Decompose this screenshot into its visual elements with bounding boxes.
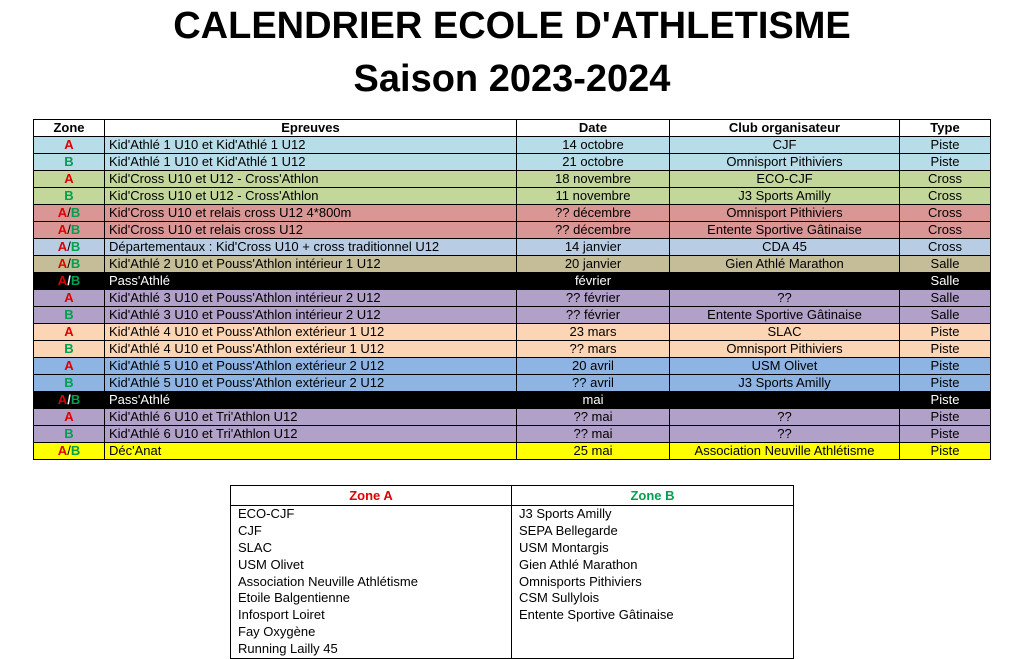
- date-cell: ?? mars: [517, 341, 670, 358]
- date-cell: ?? décembre: [517, 205, 670, 222]
- zone-a-marker: A: [57, 392, 68, 407]
- type-cell: Piste: [900, 426, 991, 443]
- epreuve-cell: Kid'Athlé 1 U10 et Kid'Athlé 1 U12: [105, 154, 517, 171]
- epreuve-cell: Kid'Athlé 3 U10 et Pouss'Athlon intérieur 2 U12: [105, 307, 517, 324]
- type-cell: Cross: [900, 239, 991, 256]
- zone-separator: /: [67, 239, 71, 254]
- zone-a-marker: A: [57, 205, 68, 220]
- type-cell: Cross: [900, 171, 991, 188]
- calendar-row: [34, 171, 991, 188]
- zone-cell: [34, 358, 105, 375]
- zones-table: [230, 485, 794, 659]
- zone-a-club: SLAC: [238, 539, 272, 555]
- club-cell: Entente Sportive Gâtinaise: [670, 307, 900, 324]
- club-cell: [670, 392, 900, 409]
- type-cell: Cross: [900, 205, 991, 222]
- type-cell: Salle: [900, 256, 991, 273]
- date-cell: 21 octobre: [517, 154, 670, 171]
- zone-a-marker: A: [64, 137, 74, 152]
- date-cell: ?? février: [517, 307, 670, 324]
- zone-b-club: Omnisports Pithiviers: [519, 573, 642, 589]
- zone-b-marker: B: [70, 443, 81, 458]
- zone-cell: [34, 426, 105, 443]
- epreuve-cell: Kid'Athlé 5 U10 et Pouss'Athlon extérieur 2 U12: [105, 358, 517, 375]
- epreuve-cell: Kid'Athlé 5 U10 et Pouss'Athlon extérieur 2 U12: [105, 375, 517, 392]
- zone-a-club: Association Neuville Athlétisme: [238, 573, 418, 589]
- zone-a-marker: A: [64, 324, 74, 339]
- calendar-row: [34, 341, 991, 358]
- page-title: CALENDRIER ECOLE D'ATHLETISME: [173, 5, 851, 47]
- calendar-row: [34, 358, 991, 375]
- club-cell: Gien Athlé Marathon: [670, 256, 900, 273]
- zone-cell: [34, 443, 105, 460]
- type-cell: Piste: [900, 341, 991, 358]
- date-cell: mai: [517, 392, 670, 409]
- zone-b-club: CSM Sullylois: [519, 590, 600, 606]
- date-cell: février: [517, 273, 670, 290]
- zone-b-marker: B: [64, 188, 74, 203]
- zone-a-club: Infosport Loiret: [238, 607, 325, 623]
- zone-cell: [34, 290, 105, 307]
- club-cell: Omnisport Pithiviers: [670, 341, 900, 358]
- calendar-row: [34, 256, 991, 273]
- zone-b-club-list: [512, 506, 794, 659]
- zone-separator: /: [67, 273, 71, 288]
- zone-a-marker: A: [57, 443, 68, 458]
- epreuve-cell: Kid'Cross U10 et relais cross U12 4*800m: [105, 205, 517, 222]
- epreuve-cell: Kid'Athlé 6 U10 et Tri'Athlon U12: [105, 426, 517, 443]
- epreuve-cell: Pass'Athlé: [105, 392, 517, 409]
- calendar-row: [34, 222, 991, 239]
- type-cell: Piste: [900, 154, 991, 171]
- calendar-row: [34, 392, 991, 409]
- calendar-body: [34, 137, 991, 460]
- epreuve-cell: Kid'Cross U10 et U12 - Cross'Athlon: [105, 188, 517, 205]
- zone-b-marker: B: [70, 222, 81, 237]
- date-cell: 23 mars: [517, 324, 670, 341]
- zone-separator: /: [67, 205, 71, 220]
- epreuve-cell: Kid'Athlé 1 U10 et Kid'Athlé 1 U12: [105, 137, 517, 154]
- calendar-header-row: [34, 120, 991, 137]
- zone-b-club: USM Montargis: [519, 539, 609, 555]
- zone-b-marker: B: [70, 239, 81, 254]
- type-cell: Piste: [900, 324, 991, 341]
- header-club: Club organisateur: [670, 120, 900, 137]
- zone-a-club: Running Lailly 45: [238, 641, 338, 657]
- date-cell: 14 octobre: [517, 137, 670, 154]
- date-cell: ?? mai: [517, 409, 670, 426]
- type-cell: Salle: [900, 290, 991, 307]
- type-cell: Piste: [900, 392, 991, 409]
- header-date: Date: [517, 120, 670, 137]
- zone-cell: [34, 171, 105, 188]
- zone-b-club: Entente Sportive Gâtinaise: [519, 607, 674, 623]
- zone-b-marker: B: [70, 392, 81, 407]
- zone-b-marker: B: [70, 273, 81, 288]
- club-cell: Association Neuville Athlétisme: [670, 443, 900, 460]
- club-cell: ??: [670, 409, 900, 426]
- zone-cell: [34, 341, 105, 358]
- zone-a-club: Fay Oxygène: [238, 624, 316, 640]
- type-cell: Piste: [900, 375, 991, 392]
- calendar-table: [33, 119, 991, 460]
- calendar-row: [34, 154, 991, 171]
- club-cell: USM Olivet: [670, 358, 900, 375]
- calendar-row: [34, 205, 991, 222]
- zone-cell: [34, 409, 105, 426]
- zone-cell: [34, 154, 105, 171]
- calendar-row: [34, 375, 991, 392]
- type-cell: Piste: [900, 358, 991, 375]
- club-cell: Omnisport Pithiviers: [670, 205, 900, 222]
- type-cell: Cross: [900, 222, 991, 239]
- date-cell: 20 avril: [517, 358, 670, 375]
- club-cell: J3 Sports Amilly: [670, 375, 900, 392]
- zone-a-marker: A: [64, 290, 74, 305]
- zone-a-title: Zone A: [231, 486, 512, 506]
- zone-b-club: SEPA Bellegarde: [519, 522, 618, 538]
- zone-cell: [34, 205, 105, 222]
- epreuve-cell: Kid'Athlé 4 U10 et Pouss'Athlon extérieur 1 U12: [105, 341, 517, 358]
- zone-a-marker: A: [64, 171, 74, 186]
- date-cell: ?? février: [517, 290, 670, 307]
- calendar-row: [34, 188, 991, 205]
- date-cell: 14 janvier: [517, 239, 670, 256]
- type-cell: Cross: [900, 188, 991, 205]
- zone-a-marker: A: [57, 222, 68, 237]
- zone-b-marker: B: [64, 307, 74, 322]
- calendar-row: [34, 137, 991, 154]
- club-cell: Omnisport Pithiviers: [670, 154, 900, 171]
- zone-b-title: Zone B: [512, 486, 794, 506]
- epreuve-cell: Pass'Athlé: [105, 273, 517, 290]
- header-epreuves: Epreuves: [105, 120, 517, 137]
- epreuve-cell: Kid'Athlé 6 U10 et Tri'Athlon U12: [105, 409, 517, 426]
- season-subtitle: Saison 2023-2024: [353, 58, 671, 100]
- zone-separator: /: [67, 392, 71, 407]
- zone-b-marker: B: [70, 256, 81, 271]
- epreuve-cell: Départementaux : Kid'Cross U10 + cross traditionnel U12: [105, 239, 517, 256]
- club-cell: CDA 45: [670, 239, 900, 256]
- zone-cell: [34, 375, 105, 392]
- club-cell: ECO-CJF: [670, 171, 900, 188]
- zone-cell: [34, 256, 105, 273]
- zone-cell: [34, 392, 105, 409]
- zone-b-club: Gien Athlé Marathon: [519, 556, 638, 572]
- club-cell: CJF: [670, 137, 900, 154]
- date-cell: ?? mai: [517, 426, 670, 443]
- club-cell: ??: [670, 290, 900, 307]
- zones-header-row: [231, 486, 794, 506]
- zone-a-club: ECO-CJF: [238, 506, 295, 521]
- zone-b-marker: B: [64, 426, 74, 441]
- club-cell: J3 Sports Amilly: [670, 188, 900, 205]
- epreuve-cell: Kid'Athlé 4 U10 et Pouss'Athlon extérieur 1 U12: [105, 324, 517, 341]
- date-cell: 25 mai: [517, 443, 670, 460]
- zone-b-marker: B: [64, 341, 74, 356]
- zone-cell: [34, 273, 105, 290]
- date-cell: 18 novembre: [517, 171, 670, 188]
- zone-a-club: USM Olivet: [238, 556, 304, 572]
- club-cell: [670, 273, 900, 290]
- type-cell: Salle: [900, 273, 991, 290]
- zone-separator: /: [67, 222, 71, 237]
- epreuve-cell: Kid'Cross U10 et U12 - Cross'Athlon: [105, 171, 517, 188]
- type-cell: Salle: [900, 307, 991, 324]
- calendar-row: [34, 426, 991, 443]
- zone-cell: [34, 137, 105, 154]
- date-cell: ?? décembre: [517, 222, 670, 239]
- type-cell: Piste: [900, 409, 991, 426]
- club-cell: Entente Sportive Gâtinaise: [670, 222, 900, 239]
- epreuve-cell: Kid'Athlé 3 U10 et Pouss'Athlon intérieur 2 U12: [105, 290, 517, 307]
- epreuve-cell: Kid'Athlé 2 U10 et Pouss'Athlon intérieur 1 U12: [105, 256, 517, 273]
- calendar-row: [34, 290, 991, 307]
- calendar-row: [34, 324, 991, 341]
- zone-cell: [34, 324, 105, 341]
- type-cell: Piste: [900, 443, 991, 460]
- date-cell: 20 janvier: [517, 256, 670, 273]
- zone-cell: [34, 188, 105, 205]
- type-cell: Piste: [900, 137, 991, 154]
- zone-cell: [34, 307, 105, 324]
- epreuve-cell: Déc'Anat: [105, 443, 517, 460]
- zone-a-club: Etoile Balgentienne: [238, 590, 351, 606]
- header-zone: Zone: [34, 120, 105, 137]
- zone-a-marker: A: [64, 409, 74, 424]
- zone-b-marker: B: [64, 375, 74, 390]
- calendar-row: [34, 273, 991, 290]
- zone-b-club: J3 Sports Amilly: [519, 506, 612, 521]
- club-cell: ??: [670, 426, 900, 443]
- zone-a-marker: A: [57, 239, 68, 254]
- zone-a-club: CJF: [238, 522, 262, 538]
- zone-b-marker: B: [64, 154, 74, 169]
- zone-cell: [34, 239, 105, 256]
- zone-cell: [34, 222, 105, 239]
- calendar-row: [34, 307, 991, 324]
- zone-a-marker: A: [57, 256, 68, 271]
- calendar-row: [34, 239, 991, 256]
- zone-separator: /: [67, 256, 71, 271]
- header-type: Type: [900, 120, 991, 137]
- date-cell: ?? avril: [517, 375, 670, 392]
- calendar-row: [34, 409, 991, 426]
- club-cell: SLAC: [670, 324, 900, 341]
- zone-a-marker: A: [57, 273, 68, 288]
- epreuve-cell: Kid'Cross U10 et relais cross U12: [105, 222, 517, 239]
- date-cell: 11 novembre: [517, 188, 670, 205]
- calendar-row: [34, 443, 991, 460]
- zone-a-marker: A: [64, 358, 74, 373]
- zone-a-club-list: [231, 506, 512, 659]
- zone-b-marker: B: [70, 205, 81, 220]
- zone-separator: /: [67, 443, 71, 458]
